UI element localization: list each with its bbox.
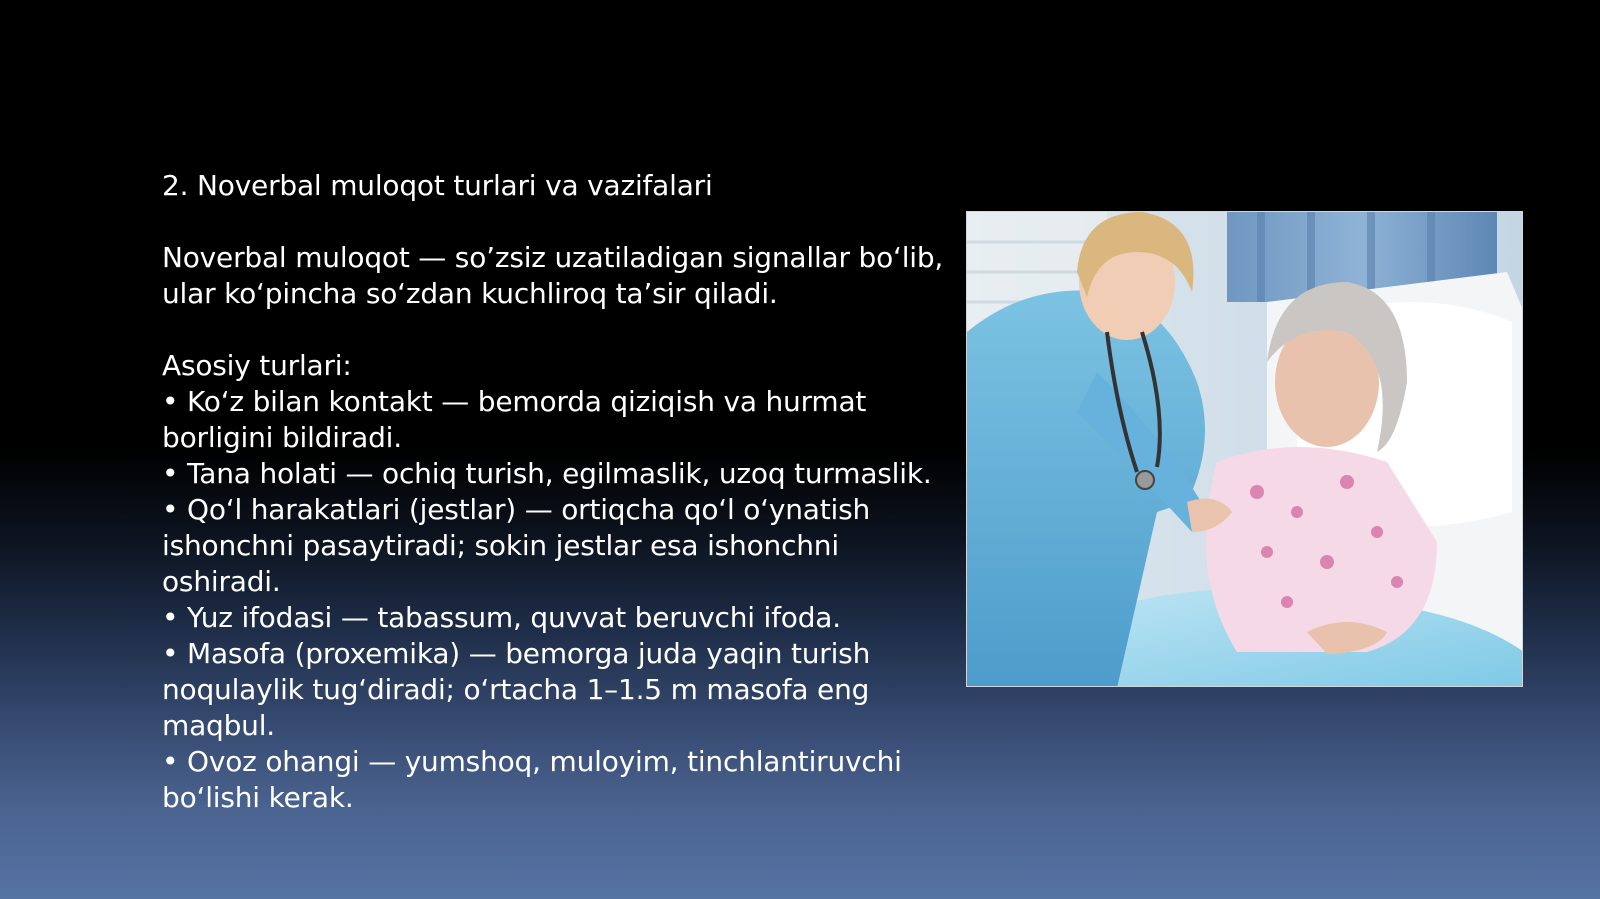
types-heading: Asosiy turlari: [162,349,352,382]
bullet-eye-contact-line-2: borligini bildiradi. [162,421,402,454]
bullet-distance-line-3: maqbul. [162,709,276,742]
bullet-gestures-line-3: oshiradi. [162,565,281,598]
slide-text-block [162,168,962,816]
intro-line-2: ular ko‘pincha so‘zdan kuchliroq ta’sir qiladi. [162,277,778,310]
nurse-with-patient-photo [966,211,1523,687]
slide-heading: 2. Noverbal muloqot turlari va vazifalari [162,169,713,202]
bullet-voice-line-1: • Ovoz ohangi — yumshoq, muloyim, tinchlantiruvchi [162,745,902,778]
bullet-eye-contact-line-1: • Ko‘z bilan kontakt — bemorda qiziqish va hurmat [162,385,867,418]
bullet-distance-line-1: • Masofa (proxemika) — bemorga juda yaqin turish [162,637,871,670]
bullet-voice-line-2: bo‘lishi kerak. [162,781,354,814]
photo-illustration [967,212,1523,687]
bullet-gestures-line-2: ishonchni pasaytiradi; sokin jestlar esa ishonchni [162,529,839,562]
bullet-posture-line-1: • Tana holati — ochiq turish, egilmaslik, uzoq turmaslik. [162,457,932,490]
bullet-facial-line-1: • Yuz ifodasi — tabassum, quvvat beruvchi ifoda. [162,601,841,634]
bullet-distance-line-2: noqulaylik tug‘diradi; o‘rtacha 1–1.5 m masofa eng [162,673,870,706]
intro-line-1: Noverbal muloqot — so’zsiz uzatiladigan signallar bo‘lib, [162,241,944,274]
bullet-gestures-line-1: • Qo‘l harakatlari (jestlar) — ortiqcha qo‘l o‘ynatish [162,493,871,526]
